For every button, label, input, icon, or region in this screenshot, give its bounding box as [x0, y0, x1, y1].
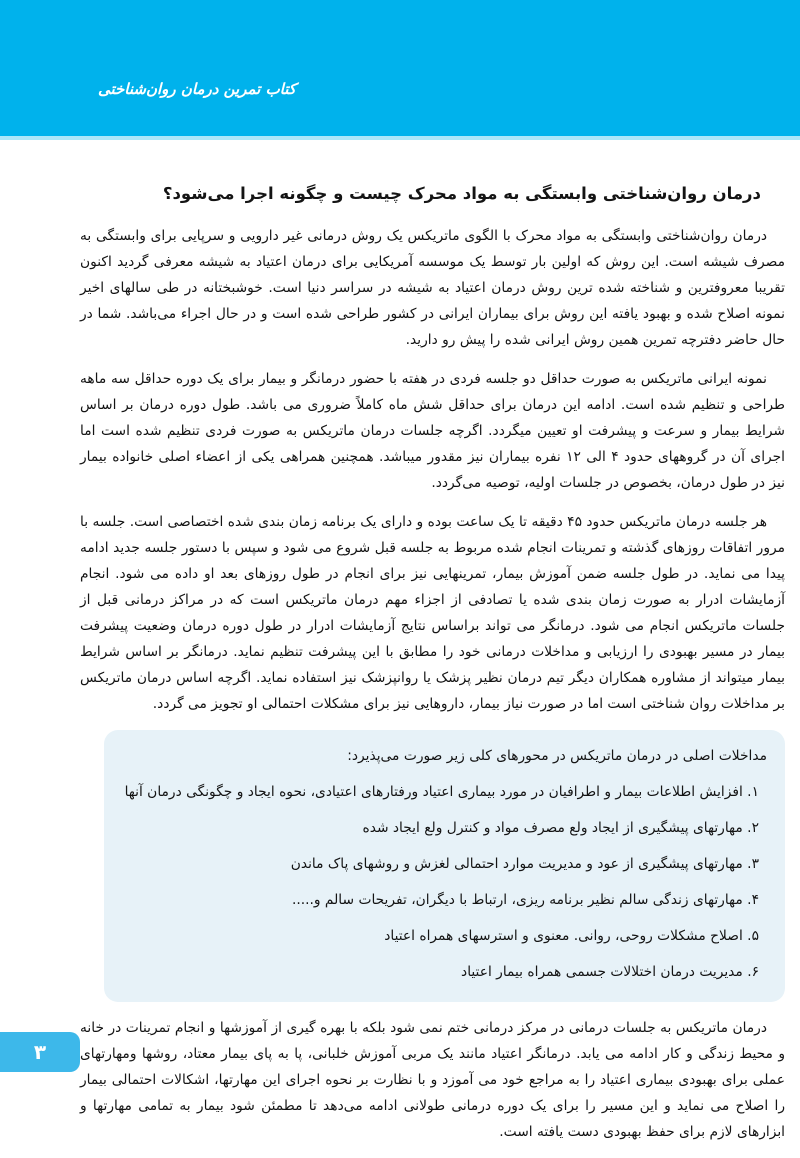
page-content [0, 144, 800, 1158]
intervention-item: ۴. مهارتهای زندگی سالم نظیر برنامه ریزی، ارتباط با دیگران، تفریحات سالم و..... [291, 891, 759, 908]
paragraph-iranian-model: نمونه ایرانی ماتریکس به صورت حداقل دو جلسه فردی در هفته با حضور درمانگر و بیمار برای یک دوره حداقل سه ماهه طراحی و تنظیم شده است. ادامه این درمان برای حداقل شش ماه کاملاً ضروری می باشد. طول دوره درمان بر اساس شرایط بیمار و سرعت و پیشرفت او تعیین میگردد. اگرچه جلسات درمان ماتریکس به صورت فردی تنظیم شده است اما اجرای آن در گروههای حدود ۴ الی ۱۲ نفره بیماران نیز مقدور میباشد. همچنین همراهی یکی از اعضاء اصلی خانواده بیمار نیز در طول درمان، بخصوص در جلسات اولیه، توصیه می‌گردد. [80, 370, 785, 491]
interventions-box [104, 730, 785, 1002]
page-number-tab [0, 1032, 80, 1072]
header-band [0, 0, 800, 140]
intervention-item: ۲. مهارتهای پیشگیری از ایجاد ولع مصرف مواد و کنترل ولع ایجاد شده [362, 819, 759, 836]
interventions-intro: مداخلات اصلی در درمان ماتریکس در محورهای کلی زیر صورت می‌پذیرد: [347, 747, 767, 764]
running-head: کتاب تمرین درمان روان‌شناختی [98, 80, 296, 98]
section-heading: درمان روان‌شناختی وابستگی به مواد محرک چیست و چگونه اجرا می‌شود؟ [162, 184, 761, 203]
intervention-item: ۵. اصلاح مشکلات روحی، روانی. معنوی و استرسهای همراه اعتیاد [384, 927, 759, 944]
paragraph-closing: درمان ماتریکس به جلسات درمانی در مرکز درمانی ختم نمی شود بلکه با بهره گیری از آموزشها و انجام تمرینات در خانه و محیط زندگی و کار ادامه می یابد. درمانگر اعتیاد مانند یک مربی آموزش خلبانی، پا به پای بیمار معتاد، روشها ومهارتهای عملی برای بهبودی بیماری اعتیاد را به مراجع خود می آموزد و با نظارت بر نحوه اجرای این مهارتها، اشکالات احتمالی بیمار را اصلاح می نماید و این مسیر را برای یک دوره درمانی طولانی ادامه می‌دهد تا مطمئن شود بیمار به تمامی مهارتها و ابزارهای لازم برای حفظ بهبودی دست یافته است. [80, 1019, 785, 1140]
page-number: ۳ [33, 1040, 47, 1064]
paragraph-session-structure: هر جلسه درمان ماتریکس حدود ۴۵ دقیقه تا یک ساعت بوده و دارای یک برنامه زمان بندی شده اختصاصی است. جلسه با مرور اتفاقات روزهای گذشته و تمرینات انجام شده مربوط به جلسه قبل شروع می شود و سپس با دستور جلسه جدید ادامه پیدا می نماید. در طول جلسه ضمن آموزش بیمار، تمرینهایی نیز برای انجام در طول روزهای بعد او داده می شود. انجام آزمایشات ادرار به صورت زمان بندی شده یا تصادفی از اجزاء مهم درمان ماتریکس است که در مراکز درمانی قبل از جلسات ماتریکس انجام می شود. درمانگر می تواند براساس نتایج آزمایشات ادرار در طول دوره درمان وضعیت پیشرفت بیمار در مسیر بهبودی را ارزیابی و مداخلات درمانی خود را مطابق با این پیشرفت تنظیم نماید. درمانگر بر اساس شرایط بیمار میتواند از مشاوره همکاران دیگر تیم درمان نظیر پزشک یا روانپزشک نیز استفاده نماید. اگرچه اساس درمان ماتریکس بر مداخلات روان شناختی است اما در صورت نیاز بیمار، داروهایی نیز برای مشکلات احتمالی او تجویز می گردد. [80, 513, 785, 712]
interventions-list [122, 780, 767, 984]
intervention-item: ۳. مهارتهای پیشگیری از عود و مدیریت موارد احتمالی لغزش و روشهای پاک ماندن [290, 855, 759, 872]
paragraph-intro-matrix: درمان روان‌شناختی وابستگی به مواد محرک با الگوی ماتریکس یک روش درمانی غیر دارویی و سرپایی برای وابستگی به مصرف شیشه است. این روش که اولین بار توسط یک موسسه آمریکایی برای درمان اعتیاد به شیشه معرفی گردید اکنون تقریبا معروفترین و شناخته شده ترین روش درمان اعتیاد به شیشه در سراسر دنیا است. خوشبختانه در طی سالهای اخیر نمونه اصلاح شده و بهبود یافته این روش برای بیماران ایرانی در کشور طراحی شده است و در حال اجراء می‌باشد. شما در حال حاضر دفترچه تمرین همین روش ایرانی شده را پیش رو دارید. [80, 227, 785, 348]
intervention-item: ۶. مدیریت درمان اختلالات جسمی همراه بیمار اعتیاد [461, 963, 759, 980]
intervention-item: ۱. افزایش اطلاعات بیمار و اطرافیان در مورد بیماری اعتیاد ورفتارهای اعتیادی، نحوه ایجاد و چگونگی درمان آنها [124, 783, 759, 800]
